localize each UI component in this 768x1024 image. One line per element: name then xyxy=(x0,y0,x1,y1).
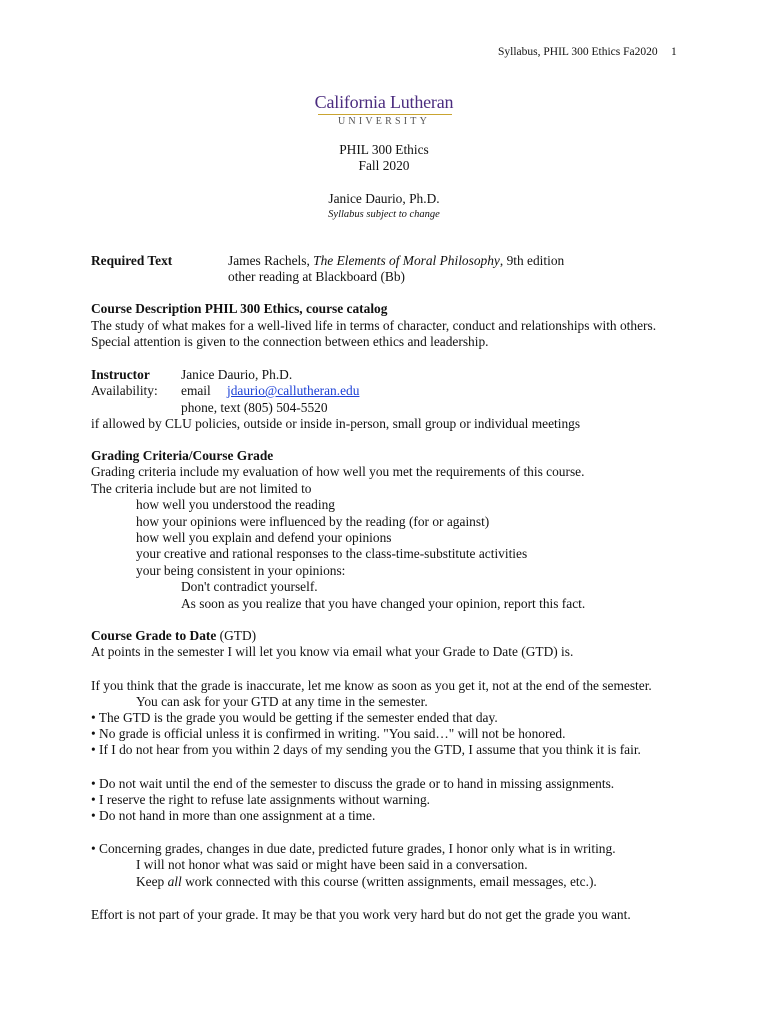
grading-text: The criteria include but are not limited to xyxy=(91,481,312,496)
course-description-line: The study of what makes for a well-lived life in terms of character, conduct and relationships with others. xyxy=(91,318,657,333)
required-text-label: Required Text xyxy=(91,253,173,268)
criteria-item: your being consistent in your opinions: xyxy=(136,563,346,578)
meetings-text: if allowed by CLU policies, outside or inside in-person, small group or individual meetings xyxy=(91,416,581,431)
instructor-name: Janice Daurio, Ph.D. xyxy=(181,367,293,382)
gtd-bullet: • No grade is official unless it is confirmed in writing. "You said…" will not be honored. xyxy=(91,726,566,741)
course-title: PHIL 300 Ethics xyxy=(339,142,429,157)
page-number: 1 xyxy=(671,46,677,58)
criteria-item: your creative and rational responses to the class-time-substitute activities xyxy=(136,546,528,561)
gtd-not-honor: I will not honor what was said or might have been said in a conversation. xyxy=(136,857,528,872)
email-label: email xyxy=(181,383,211,398)
gtd-heading: Course Grade to Date (GTD) xyxy=(91,628,257,643)
email-link[interactable]: jdaurio@callutheran.edu xyxy=(227,383,360,398)
phone-text: phone, text (805) 504-5520 xyxy=(181,400,328,415)
running-title: Syllabus, PHIL 300 Ethics Fa2020 xyxy=(498,46,658,58)
university-logo-name: California Lutheran xyxy=(314,92,454,112)
gtd-bullet: • I reserve the right to refuse late assignments without warning. xyxy=(91,792,430,807)
criteria-subitem: Don't contradict yourself. xyxy=(181,579,318,594)
gtd-bullet: • The GTD is the grade you would be getting if the semester ended that day. xyxy=(91,710,498,725)
gtd-ask: You can ask for your GTD at any time in the semester. xyxy=(136,694,428,709)
gtd-keep: Keep all work connected with this course (written assignments, email messages, etc.). xyxy=(136,874,597,889)
required-text-other: other reading at Blackboard (Bb) xyxy=(228,269,405,284)
university-logo-subtitle: UNIVERSITY xyxy=(338,116,430,127)
criteria-item: how your opinions were influenced by the reading (for or against) xyxy=(136,514,490,529)
instructor-title: Janice Daurio, Ph.D. xyxy=(328,191,440,206)
criteria-subitem: As soon as you realize that you have changed your opinion, report this fact. xyxy=(181,596,586,611)
logo-divider xyxy=(318,114,452,115)
gtd-bullet: • Do not hand in more than one assignment at a time. xyxy=(91,808,376,823)
course-description-heading: Course Description PHIL 300 Ethics, course catalog xyxy=(91,301,388,316)
grading-heading: Grading Criteria/Course Grade xyxy=(91,448,274,463)
course-term: Fall 2020 xyxy=(358,158,410,173)
instructor-label: Instructor xyxy=(91,367,150,382)
gtd-writing: • Concerning grades, changes in due date, predicted future grades, I honor only what is in writing. xyxy=(91,841,616,856)
effort-note: Effort is not part of your grade. It may be that you work very hard but do not get the grade you want. xyxy=(91,907,631,922)
course-description-line: Special attention is given to the connection between ethics and leadership. xyxy=(91,334,489,349)
criteria-item: how well you explain and defend your opinions xyxy=(136,530,392,545)
required-text-book: James Rachels, The Elements of Moral Philosophy, 9th edition xyxy=(228,253,565,268)
availability-label: Availability: xyxy=(91,383,158,398)
criteria-item: how well you understood the reading xyxy=(136,497,335,512)
syllabus-note: Syllabus subject to change xyxy=(328,209,440,220)
gtd-bullet: • If I do not hear from you within 2 days of my sending you the GTD, I assume that you think it is fair. xyxy=(91,742,641,757)
gtd-intro: At points in the semester I will let you know via email what your Grade to Date (GTD) is. xyxy=(91,644,574,659)
grading-text: Grading criteria include my evaluation of how well you met the requirements of this course. xyxy=(91,464,585,479)
gtd-inaccurate: If you think that the grade is inaccurate, let me know as soon as you get it, not at the end of the semester. xyxy=(91,678,652,693)
gtd-bullet: • Do not wait until the end of the semester to discuss the grade or to hand in missing assignments. xyxy=(91,776,615,791)
